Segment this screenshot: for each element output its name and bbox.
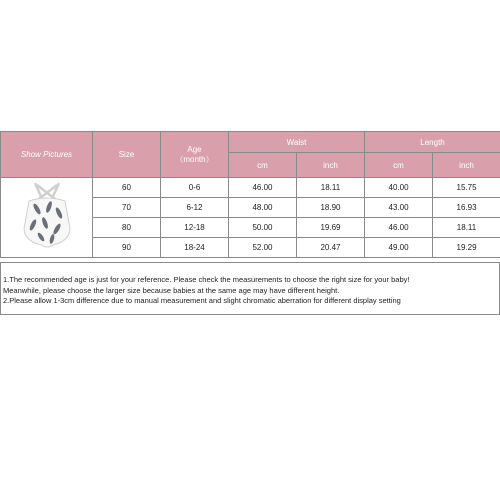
header-waist-cm: cm	[229, 153, 297, 178]
note-line-1: 1.The recommended age is just for your reference. Please check the measurements to choose the right size for your baby!	[3, 275, 410, 284]
table-row	[1, 178, 500, 198]
cell-size: 60	[93, 178, 161, 198]
cell-waist-cm: 46.00	[229, 178, 297, 198]
cell-size: 90	[93, 238, 161, 258]
note-line-3: 2.Please allow 1-3cm difference due to manual measurement and slight chromatic aberration for different display setting	[3, 296, 401, 305]
cell-age: 0-6	[161, 178, 229, 198]
cell-waist-inch: 18.11	[297, 178, 365, 198]
product-image-cell	[1, 178, 93, 258]
cell-waist-inch: 18.90	[297, 198, 365, 218]
header-age-label: Age	[187, 144, 202, 154]
header-waist-inch: inch	[297, 153, 365, 178]
header-age-unit: （month）	[175, 154, 214, 164]
cell-waist-inch: 19.69	[297, 218, 365, 238]
cell-waist-cm: 52.00	[229, 238, 297, 258]
cell-size: 70	[93, 198, 161, 218]
header-size: Size	[93, 132, 161, 178]
header-show-pictures: Show Pictures	[1, 132, 93, 178]
note-line-2: Meanwhile, please choose the larger size because babies at the same age may have different height.	[3, 285, 340, 295]
header-waist: Waist	[229, 132, 365, 153]
cell-size: 80	[93, 218, 161, 238]
cell-waist-inch: 20.47	[297, 238, 365, 258]
cell-age: 12-18	[161, 218, 229, 238]
cell-length-cm: 49.00	[365, 238, 433, 258]
cell-length-inch: 15.75	[433, 178, 500, 198]
cell-length-cm: 40.00	[365, 178, 433, 198]
size-chart-table	[0, 131, 500, 258]
header-age	[161, 132, 229, 178]
sizing-notes	[0, 262, 500, 315]
header-length-inch: inch	[433, 153, 500, 178]
cell-length-inch: 16.93	[433, 198, 500, 218]
cell-length-inch: 18.11	[433, 218, 500, 238]
cell-age: 6-12	[161, 198, 229, 218]
header-length: Length	[365, 132, 500, 153]
cell-length-cm: 43.00	[365, 198, 433, 218]
baby-romper-icon	[7, 179, 87, 255]
cell-length-cm: 46.00	[365, 218, 433, 238]
cell-age: 18-24	[161, 238, 229, 258]
cell-length-inch: 19.29	[433, 238, 500, 258]
cell-waist-cm: 48.00	[229, 198, 297, 218]
header-length-cm: cm	[365, 153, 433, 178]
cell-waist-cm: 50.00	[229, 218, 297, 238]
